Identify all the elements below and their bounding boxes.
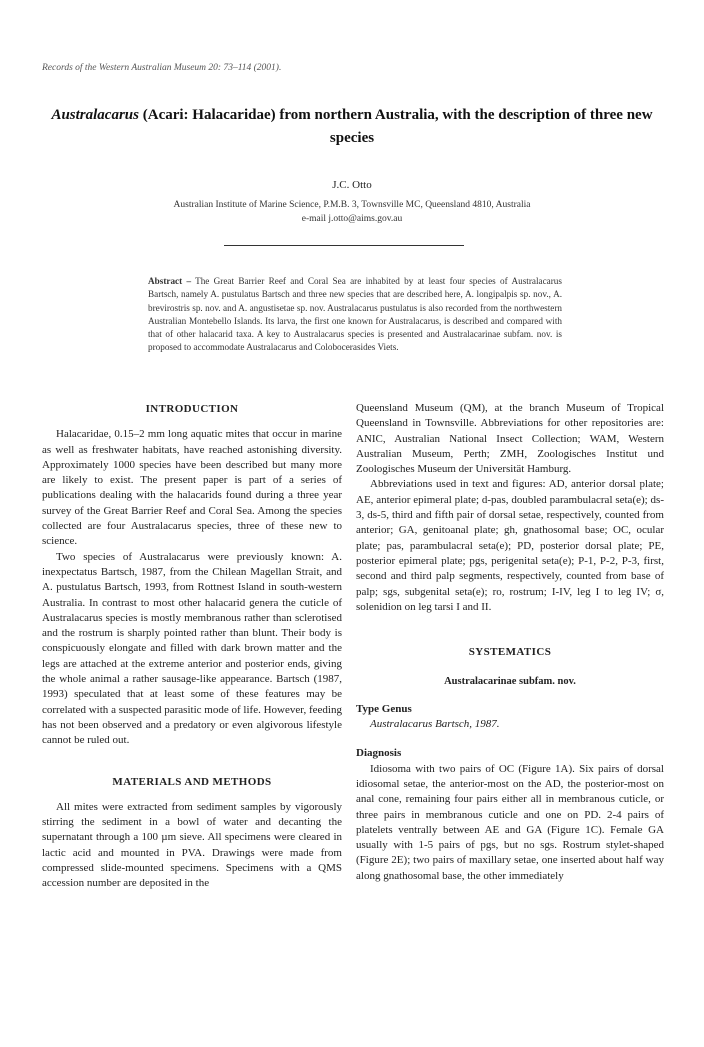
article-title [40, 104, 664, 150]
title-divider [224, 245, 464, 246]
abbreviations-paragraph: Abbreviations used in text and figures: AD, anterior dorsal plate; AE, anterior epimeral plate; d-pas, doubled parambulacral seta(e); ds-3, ds-5, third and fifth pair of dorsal setae, respectively, counted from anterior; GA, genitoanal plate; gh, gnathosomal base; OC, ocular plate; pas, parambulacral seta(e); PD, posterior dorsal plate; PE, posterior epimeral plate; pgs, perigenital seta(e); P-1, P-2, P-3, first, second and third palp segments, respectively, counted from base of palp; sgs, subgenital seta(e); ro, rostrum; I-IV, leg I to leg IV; σ, solenidion on leg tarsi I and II. [356, 478, 664, 613]
abstract [148, 275, 562, 355]
methods-heading: MATERIALS AND METHODS [112, 775, 272, 788]
type-genus-label: Type Genus [356, 702, 412, 715]
abstract-text: The Great Barrier Reef and Coral Sea are inhabited by at least four species of Australacarus Bartsch, namely A. pustulatus Bartsch and three new species that are described here, A. longipalpis sp. nov., A. brevirostris sp. nov. and A. angustisetae sp. nov. Australacarus pustulatus is also recorded from the northwestern Australian Montebello Islands. Its larva, the first one known for Australacarus, is described and compared with that of other halacarid taxa. A key to Australacarus species is presented and Australacarinae subfam. nov. is proposed to accommodate Australacarus and Colobocerasides Viets. [148, 276, 562, 353]
affiliation-email: e-mail j.otto@aims.gov.au [301, 214, 403, 224]
right-column [356, 401, 664, 884]
affiliation-address: Australian Institute of Marine Science, P.M.B. 3, Townsville MC, Queensland 4810, Australia [173, 200, 531, 210]
diagnosis-label: Diagnosis [356, 747, 402, 760]
methods-paragraph-continued: Queensland Museum (QM), at the branch Museum of Tropical Queensland in Townsville. Abbreviations for other repositories are: ANIC, Australian National Insect Collection; WAM, Western Australian Museum, Perth; ZMH, Zoologisches Institut und Zoologisches Museum der Universität Hamburg. [356, 402, 664, 476]
running-head: Records of the Western Australian Museum 20: 73–114 (2001). [42, 63, 282, 73]
title-rest: (Acari: Halacaridae) from northern Australia, with the description of three new species [139, 107, 653, 146]
affiliation [0, 198, 704, 226]
methods-paragraph-1: All mites were extracted from sediment samples by vigorously stirring the sediment in a bowl of water and decanting the supernatant through a 100 µm sieve. All specimens were cleared in lactic acid and mounted in PVA. Drawings were made from compressed slide-mounted specimens. Specimens with a QMS accession number are deposited in the [42, 800, 342, 890]
intro-paragraph-2: Two species of Australacarus were previously known: A. inexpectatus Bartsch, 1987, from the Chilean Magellan Strait, and A. pustulatus Bartsch, 1993, from Rottnest Island in south-western Australia. In contrast to most other halacarid genera the cuticle of Australacarus species is mostly membranous rather than sclerotised and the rostrum is sharply pointed rather than blunt. Their body is conspicuously elongate and filled with dark brown matter and the legs are attached at the extreme anterior and posterior ends, giving the whole animal a rather sausage-like appearance. Bartsch (1987, 1993) speculated that at least some of these features may be correlated with a suspected parasitic mode of life. However, feeding has not been observed and a predatory or even algivorous lifestyle cannot be ruled out. [42, 550, 342, 747]
intro-paragraph-1: Halacaridae, 0.15–2 mm long aquatic mites that occur in marine as well as freshwater habitats, have reached astonishing diversity. Approximately 1000 species have been described but many more are likely to exist. The present paper is part of a series of publications dealing with the halacarids found during a three year survey of the Great Barrier Reef and Coral Sea. Among the species collected are four Australacarus species, three of these new to science. [42, 428, 342, 548]
diagnosis-paragraph: Idiosoma with two pairs of OC (Figure 1A). Six pairs of dorsal idiosomal setae, the anterior-most on the AD, the posterior-most on anal cone, remaining four pairs either all in membranous cuticle, or three pairs in membranous cuticle and one on PD. 2-4 pairs of platelets ventrally between AE and GA (Figure 1C). Female GA usually with 1-5 pairs of pgs, but no sgs. Rostrum stylet-shaped (Figure 2E); two pairs of maxillary setae, one inserted about half way along gnathosomal base, the other immediately [356, 762, 664, 882]
left-column [42, 402, 342, 892]
author: J.C. Otto [332, 179, 372, 191]
type-genus [356, 717, 664, 732]
type-genus-text: Australacarus Bartsch, 1987. [370, 718, 500, 731]
subfamily-heading: Australacarinae subfam. nov. [444, 676, 576, 688]
introduction-heading: INTRODUCTION [145, 403, 239, 415]
abstract-label: Abstract – [148, 276, 192, 286]
title-genus: Australacarus [51, 107, 139, 123]
systematics-heading: SYSTEMATICS [468, 646, 552, 659]
